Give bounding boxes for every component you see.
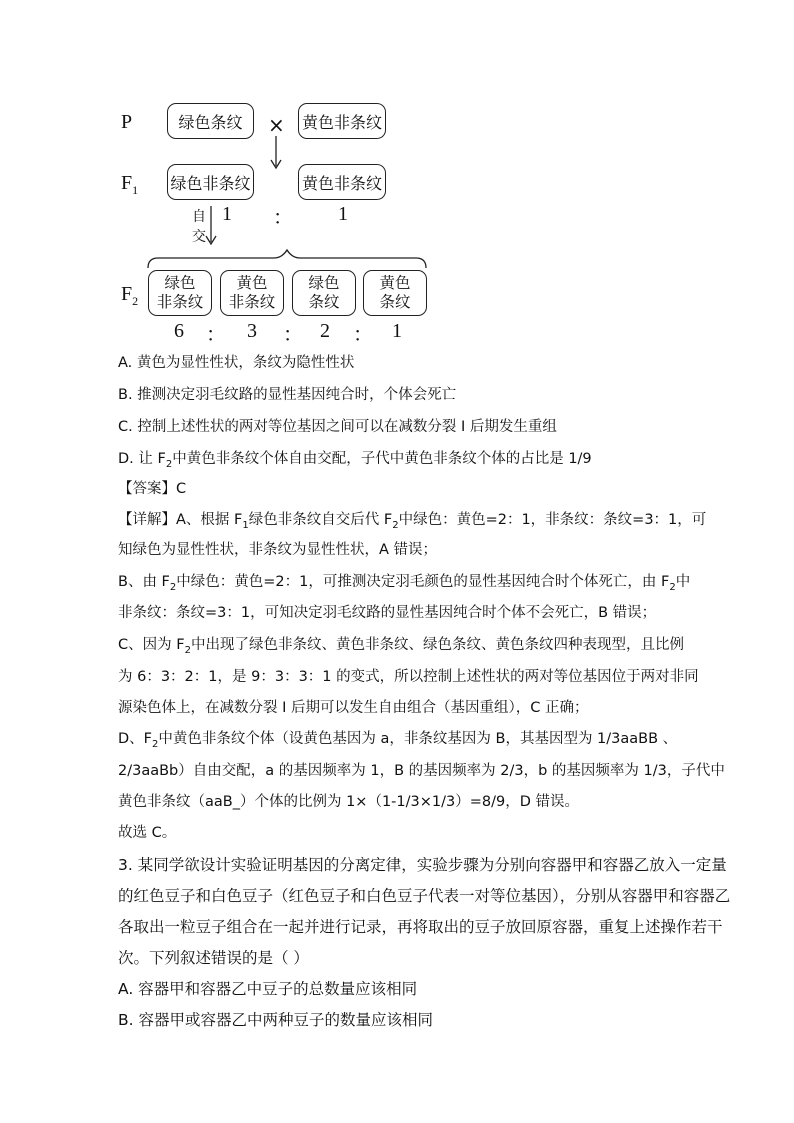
explanation-line: 知绿色为显性性状，非条纹为显性性状，A 错误； — [118, 542, 438, 558]
f1-ratio-left: 1 — [222, 203, 232, 225]
explanation-line: 源染色体上，在减数分裂 I 后期可以发生自由组合（基因重组），C 正确； — [118, 700, 589, 716]
generation-label-f2: $F_2$ — [121, 283, 139, 308]
explanation-conclusion: 故选 C。 — [118, 825, 177, 841]
f2-ratio-3: 2 — [320, 320, 330, 342]
f2-ratio-colon: ： — [283, 324, 303, 346]
generation-label-p: P — [121, 111, 133, 133]
answer-label: 【答案】C — [118, 481, 187, 497]
question-3-stem: 3. 某同学欲设计实验证明基因的分离定律，实验步骤为分别向容器甲和容器乙放入一定量 — [118, 856, 727, 874]
explanation-line: 2/3aaBb）自由交配，a 的基因频率为 1，B 的基因频率为 2/3，b 的基因频率为 1/3，子代中 — [118, 763, 725, 779]
generation-label-f1: $F_1$ — [121, 172, 139, 197]
question-3-stem: 的红色豆子和白色豆子（红色豆子和白色豆子代表一对等位基因），分别从容器甲和容器乙 — [118, 887, 731, 905]
self-cross-label-2: 交 — [192, 229, 206, 245]
f1-box-left: 绿色非条纹 — [167, 164, 254, 200]
parent-box-left: 绿色条纹 — [167, 103, 254, 139]
question-3-option-b: B. 容器甲或容器乙中两种豆子的数量应该相同 — [118, 1011, 433, 1029]
f2-ratio-4: 1 — [392, 320, 402, 342]
question-3-stem: 次。下列叙述错误的是（ ） — [118, 949, 309, 967]
option-a: A. 黄色为显性性状，条纹为隐性性状 — [118, 355, 355, 371]
explanation-line: 【详解】A、根据 $F_1$绿色非条纹自交后代 $F_2$中绿色：黄色=2：1，非条纹：条纹=3：1，可 — [118, 512, 707, 531]
option-b: B. 推测决定羽毛纹路的显性基因纯合时，个体会死亡 — [118, 387, 457, 403]
f2-ratio-1: 6 — [174, 320, 184, 342]
option-d: D. 让 $F_2$中黄色非条纹个体自由交配，子代中黄色非条纹个体的占比是 1/9 — [118, 451, 592, 470]
explanation-line: 非条纹：条纹=3：1，可知决定羽毛纹路的显性基因纯合时个体不会死亡，B 错误； — [118, 605, 657, 621]
f1-box-right: 黄色非条纹 — [298, 164, 386, 200]
question-3-option-a: A. 容器甲和容器乙中豆子的总数量应该相同 — [118, 980, 418, 998]
f2-box-1: 绿色 非条纹 — [148, 270, 212, 316]
f1-ratio-right: 1 — [338, 203, 348, 225]
f2-box-4: 黄色 条纹 — [363, 270, 427, 316]
f2-box-2: 黄色 非条纹 — [220, 270, 284, 316]
explanation-line: 为 6：3：2：1，是 9：3：3：1 的变式，所以控制上述性状的两对等位基因位于两对非同 — [118, 669, 699, 685]
option-c: C. 控制上述性状的两对等位基因之间可以在减数分裂 I 后期发生重组 — [118, 419, 557, 435]
explanation-line: D、$F_2$中黄色非条纹个体（设黄色基因为 a，非条纹基因为 B，其基因型为 1/3aaBB 、 — [118, 731, 678, 750]
parent-box-right: 黄色非条纹 — [298, 103, 386, 139]
self-cross-label-1: 自 — [192, 209, 206, 225]
down-arrow-icon — [203, 206, 219, 246]
f1-ratio-colon: ： — [273, 207, 293, 229]
down-arrow-icon — [268, 136, 284, 170]
f2-ratio-2: 3 — [247, 320, 257, 342]
explanation-line: B、由 $F_2$中绿色：黄色=2：1，可推测决定羽毛颜色的显性基因纯合时个体死亡，由 $F_2$中 — [118, 574, 691, 593]
explanation-line: C、因为 $F_2$中出现了绿色非条纹、黄色非条纹、绿色条纹、黄色条纹四种表现型，且比例 — [118, 637, 684, 656]
f2-ratio-colon: ： — [206, 324, 226, 346]
explanation-line: 黄色非条纹（aaB_）个体的比例为 1×（1-1/3×1/3）=8/9，D 错误。 — [118, 794, 579, 810]
f2-ratio-colon: ： — [353, 324, 373, 346]
cross-symbol: × — [268, 113, 285, 137]
f2-box-3: 绿色 条纹 — [292, 270, 356, 316]
question-3-stem: 各取出一粒豆子组合在一起并进行记录，再将取出的豆子放回原容器，重复上述操作若干 — [118, 918, 723, 936]
brace-icon — [146, 248, 428, 270]
